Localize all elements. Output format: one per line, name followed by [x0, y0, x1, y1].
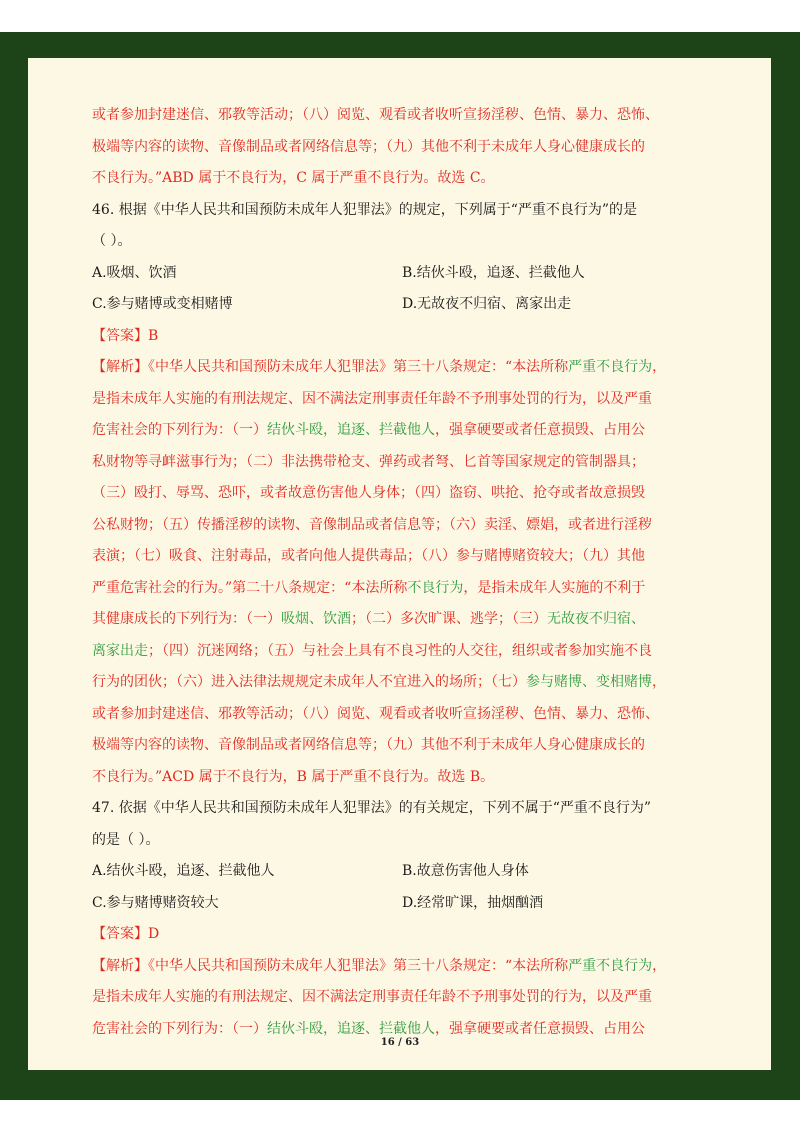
explanation-text: 【解析】《中华人民共和国预防未成年人犯罪法》第三十八条规定：“本法所称	[92, 359, 569, 375]
explanation-text: 或者参加封建迷信、邪教等活动；（八）阅览、观看或者收听宣扬淫秽、色情、暴力、恐怖、	[92, 705, 659, 722]
explanation-text: 【解析】《中华人民共和国预防未成年人犯罪法》第三十八条规定：“本法所称	[92, 957, 569, 974]
explanation-text: 极端等内容的读物、音像制品或者网络信息等；（九）其他不利于未成年人身心健康成长的	[92, 737, 645, 753]
explanation-line	[92, 667, 694, 699]
explanation-text: 行为的团伙；（六）进入法律法规规定未成年人不宜进入的场所；（七）	[92, 674, 526, 690]
question-stem: （ ）。	[92, 233, 132, 249]
explanation-line	[92, 541, 694, 573]
intro-line: 不良行为。”ABD 属于不良行为，C 属于严重不良行为。故选 C。	[92, 170, 495, 186]
options-row	[92, 258, 694, 290]
explanation-text: ；（二）多次旷课、逃学；（三）	[351, 611, 547, 627]
option-a: A.结伙斗殴，追逐、拦截他人	[92, 863, 275, 879]
highlighted-text: 吸烟、饮酒	[281, 611, 351, 627]
explanation-text: ；（四）沉迷网络；（五）与社会上具有不良习性的人交往，组织或者参加实施不良	[148, 642, 652, 659]
highlighted-text: 结伙斗殴，追逐、拦截他人	[267, 1020, 435, 1037]
explanation-text: ，强拿硬要或者任意损毁、占用公	[435, 422, 645, 438]
highlighted-text: 无故夜不归宿、	[547, 611, 645, 627]
option-c: C.参与赌博赌资较大	[92, 894, 219, 911]
option-a: A.吸烟、饮酒	[92, 264, 177, 281]
explanation-text: ，	[652, 957, 667, 974]
question-stem: 46. 根据《中华人民共和国预防未成年人犯罪法》的规定，下列属于“严重不良行为”的是	[92, 201, 638, 218]
options-row	[92, 888, 694, 920]
explanation-text: 公私财物；（五）传播淫秽的读物、音像制品或者信息等；（六）卖淫、嫖娼，或者进行淫秽	[92, 516, 652, 533]
page-number: 16 / 63	[380, 1037, 420, 1048]
answer-label: 【答案】D	[92, 926, 160, 942]
options-row	[92, 289, 694, 321]
question-stem: 的是（ ）。	[92, 831, 160, 848]
explanation-text: 不良行为。”ACD 属于不良行为，B 属于严重不良行为。故选 B。	[92, 768, 495, 785]
explanation-text: 是指未成年人实施的有刑法规定、因不满法定刑事责任年龄不予刑事处罚的行为，以及严重	[92, 390, 652, 407]
explanation	[92, 352, 694, 793]
explanation-text: ，是指未成年人实施的不利于	[463, 579, 646, 596]
explanation-text: 其健康成长的下列行为：（一）	[92, 611, 281, 627]
explanation-text: 严重危害社会的行为。”第二十八条规定：“本法所称	[92, 579, 408, 596]
explanation-text: 是指未成年人实施的有刑法规定、因不满法定刑事责任年龄不予刑事处罚的行为，以及严重	[92, 989, 652, 1005]
highlighted-text: 严重不良行为	[568, 359, 653, 375]
intro-line: 极端等内容的读物、音像制品或者网络信息等；（九）其他不利于未成年人身心健康成长的	[92, 138, 645, 155]
highlighted-text: 严重不良行为	[568, 957, 653, 974]
explanation-text: ，强拿硬要或者任意损毁、占用公	[435, 1020, 645, 1037]
explanation-text: 表演；（七）吸食、注射毒品，或者向他人提供毒品；（八）参与赌博赌资较大；（九）其他	[92, 548, 645, 564]
explanation-line	[92, 478, 694, 510]
explanation-line	[92, 604, 694, 636]
explanation-line	[92, 951, 694, 983]
highlighted-text: 离家出走	[92, 642, 148, 659]
explanation-line	[92, 730, 694, 762]
explanation	[92, 951, 694, 1046]
answer-label: 【答案】B	[92, 327, 159, 344]
highlighted-text: 参与赌博、变相赌博	[526, 674, 652, 690]
option-b: B.结伙斗殴，追逐、拦截他人	[402, 264, 585, 281]
intro-line: 或者参加封建迷信、邪教等活动；（八）阅览、观看或者收听宣扬淫秽、色情、暴力、恐怖、	[92, 107, 659, 123]
explanation-line	[92, 762, 694, 794]
explanation-line	[92, 352, 694, 384]
highlighted-text: 结伙斗殴，追逐、拦截他人	[267, 422, 435, 438]
highlighted-text: 不良行为	[407, 579, 464, 596]
option-d: D.无故夜不归宿、离家出走	[402, 296, 572, 312]
explanation-text: 危害社会的下列行为：（一）	[92, 1020, 267, 1037]
explanation-text: 私财物等寻衅滋事行为；（二）非法携带枪支、弹药或者弩、匕首等国家规定的管制器具；	[92, 453, 645, 470]
explanation-line	[92, 699, 694, 731]
explanation-line	[92, 636, 694, 668]
option-d: D.经常旷课，抽烟酗酒	[402, 894, 544, 911]
document-body	[92, 100, 694, 1045]
option-c: C.参与赌博或变相赌博	[92, 296, 233, 312]
question-46	[92, 195, 694, 794]
explanation-text: （三）殴打、辱骂、恐吓，或者故意伤害他人身体；（四）盗窃、哄抢、抢夺或者故意损毁	[92, 485, 645, 501]
question-stem: 47. 依据《中华人民共和国预防未成年人犯罪法》的有关规定，下列不属于“严重不良行为”	[92, 800, 652, 816]
explanation-text: 危害社会的下列行为：（一）	[92, 422, 267, 438]
explanation-line	[92, 510, 694, 542]
question-47	[92, 793, 694, 1045]
options-row	[92, 856, 694, 888]
explanation-line	[92, 573, 694, 605]
explanation-text: ，	[652, 359, 667, 375]
explanation-text: ，	[652, 674, 666, 690]
explanation-line	[92, 384, 694, 416]
explanation-line	[92, 415, 694, 447]
explanation-line	[92, 447, 694, 479]
option-b: B.故意伤害他人身体	[402, 863, 529, 879]
explanation-line	[92, 982, 694, 1014]
